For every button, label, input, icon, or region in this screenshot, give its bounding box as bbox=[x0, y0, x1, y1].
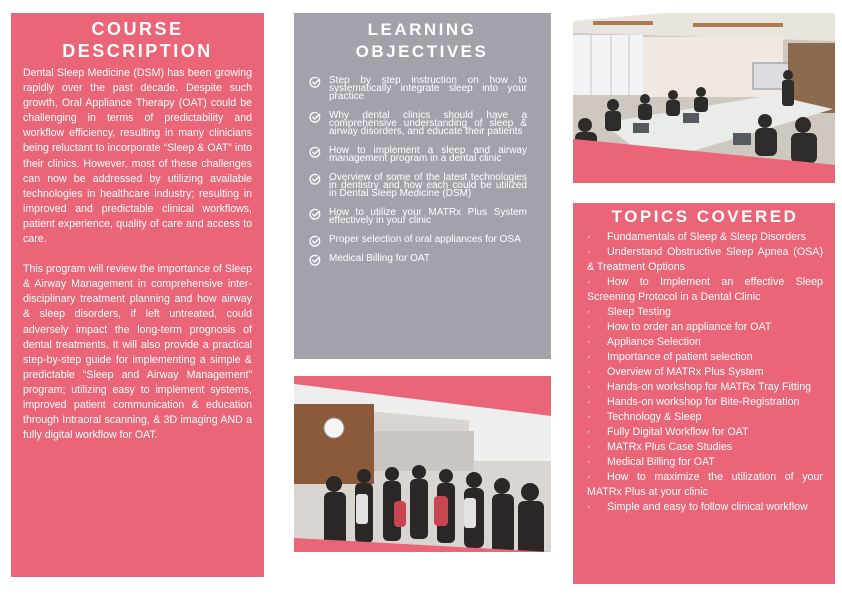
topic-item: · How to Implement an effective Sleep Screening Protocol in a Dental Clinic bbox=[587, 276, 823, 303]
workshop-photo bbox=[294, 376, 551, 552]
topics-title: TOPICS COVERED bbox=[611, 207, 799, 226]
check-circle-icon bbox=[309, 235, 321, 247]
topics-list bbox=[587, 230, 823, 515]
check-circle-icon bbox=[309, 254, 321, 266]
bullet: · bbox=[587, 231, 591, 243]
bullet: · bbox=[587, 501, 591, 513]
learning-objectives-panel bbox=[294, 13, 551, 359]
bullet: · bbox=[587, 381, 591, 393]
topic-item: · Technology & Sleep bbox=[587, 411, 702, 423]
check-circle-icon bbox=[309, 146, 321, 158]
bullet: · bbox=[587, 246, 591, 258]
bullet: · bbox=[587, 276, 591, 288]
objective-item: Overview of some of the latest technologies in dentistry and how each could be utilized in Dental Sleep Medicine (DSM) bbox=[309, 174, 527, 198]
objective-item: Medical Billing for OAT bbox=[309, 255, 527, 263]
bullet: · bbox=[587, 456, 591, 468]
topic-item: · How to maximize the utilization of your MATRx Plus at your clinic bbox=[587, 471, 823, 498]
check-circle-icon bbox=[309, 76, 321, 88]
check-circle-icon bbox=[309, 208, 321, 220]
topic-item: · Fundamentals of Sleep & Sleep Disorders bbox=[587, 231, 807, 243]
topic-item: · Importance of patient selection bbox=[587, 351, 753, 363]
objectives-title: LEARNING OBJECTIVES bbox=[355, 20, 489, 61]
check-circle-icon bbox=[309, 173, 321, 185]
bullet: · bbox=[587, 426, 591, 438]
bullet: · bbox=[587, 351, 591, 363]
topic-item: · Appliance Selection bbox=[587, 336, 701, 348]
course-paragraph-1: Dental Sleep Medicine (DSM) has been growing rapidly over the past decade. Despite such growth, Oral Appliance Therapy (OAT) could be challenging in terms of predictability and workflow efficiency, resulting in many clinicians being reluctant to incorporate “Sleep & OAT” into their clinics. However, most of these challenges can now be addressed by utilizing available technologies in healthcare industry; resulting in improved and predictable clinical workflows, patient experience, quality of care and access to care. bbox=[23, 67, 252, 246]
topic-item: · Fully Digital Workflow for OAT bbox=[587, 426, 749, 438]
bullet: · bbox=[587, 441, 591, 453]
objective-item: How to utilize your MATRx Plus System effectively in your clinic bbox=[309, 209, 527, 225]
objectives-list bbox=[309, 77, 527, 263]
bullet: · bbox=[587, 471, 591, 483]
bullet: · bbox=[587, 366, 591, 378]
check-circle-icon bbox=[309, 111, 321, 123]
course-paragraph-2: This program will review the importance of Sleep & Airway Management in comprehensive inter-disciplinary treatment planning and how airway & sleep disorders, if left untreated, could adversely impact the long-term prognosis of dental treatments. It will also provide a practical step-by-step guide for implementing a simple & predictable “Sleep and Airway Management” program; utilizing easy to implement systems, improved patient communication & education through Intraoral scanning, & 3D imaging AND a fully digital workflow for OAT. bbox=[23, 263, 252, 442]
topic-item: · Understand Obstructive Sleep Apnea (OSA) & Treatment Options bbox=[587, 246, 823, 273]
course-description-panel bbox=[11, 13, 264, 577]
topic-item: · How to order an appliance for OAT bbox=[587, 321, 772, 333]
topic-item: · Sleep Testing bbox=[587, 306, 671, 318]
course-title: COURSE DESCRIPTION bbox=[62, 19, 213, 61]
topic-item: · Medical Billing for OAT bbox=[587, 456, 715, 468]
bullet: · bbox=[587, 396, 591, 408]
workshop-illustration bbox=[294, 376, 551, 552]
seminar-room-illustration bbox=[573, 13, 835, 183]
objective-item: Proper selection of oral appliances for OSA bbox=[309, 236, 527, 244]
seminar-room-photo bbox=[573, 13, 835, 183]
bullet: · bbox=[587, 321, 591, 333]
topic-item: · MATRx Plus Case Studies bbox=[587, 441, 733, 453]
topic-item: · Simple and easy to follow clinical workflow bbox=[587, 501, 808, 513]
topic-item: · Hands-on workshop for Bite-Registration bbox=[587, 396, 800, 408]
topics-covered-panel bbox=[573, 203, 835, 584]
topic-item: · Hands-on workshop for MATRx Tray Fitting bbox=[587, 381, 812, 393]
bullet: · bbox=[587, 411, 591, 423]
bullet: · bbox=[587, 306, 591, 318]
topic-item: · Overview of MATRx Plus System bbox=[587, 366, 764, 378]
objective-item: Why dental clinics should have a comprehensive understanding of sleep & airway disorders, and educate their patients bbox=[309, 112, 527, 136]
objective-item: Step by step instruction on how to systematically integrate sleep into your practice bbox=[309, 77, 527, 101]
bullet: · bbox=[587, 336, 591, 348]
objective-item: How to implement a sleep and airway management program in a dental clinic bbox=[309, 147, 527, 163]
